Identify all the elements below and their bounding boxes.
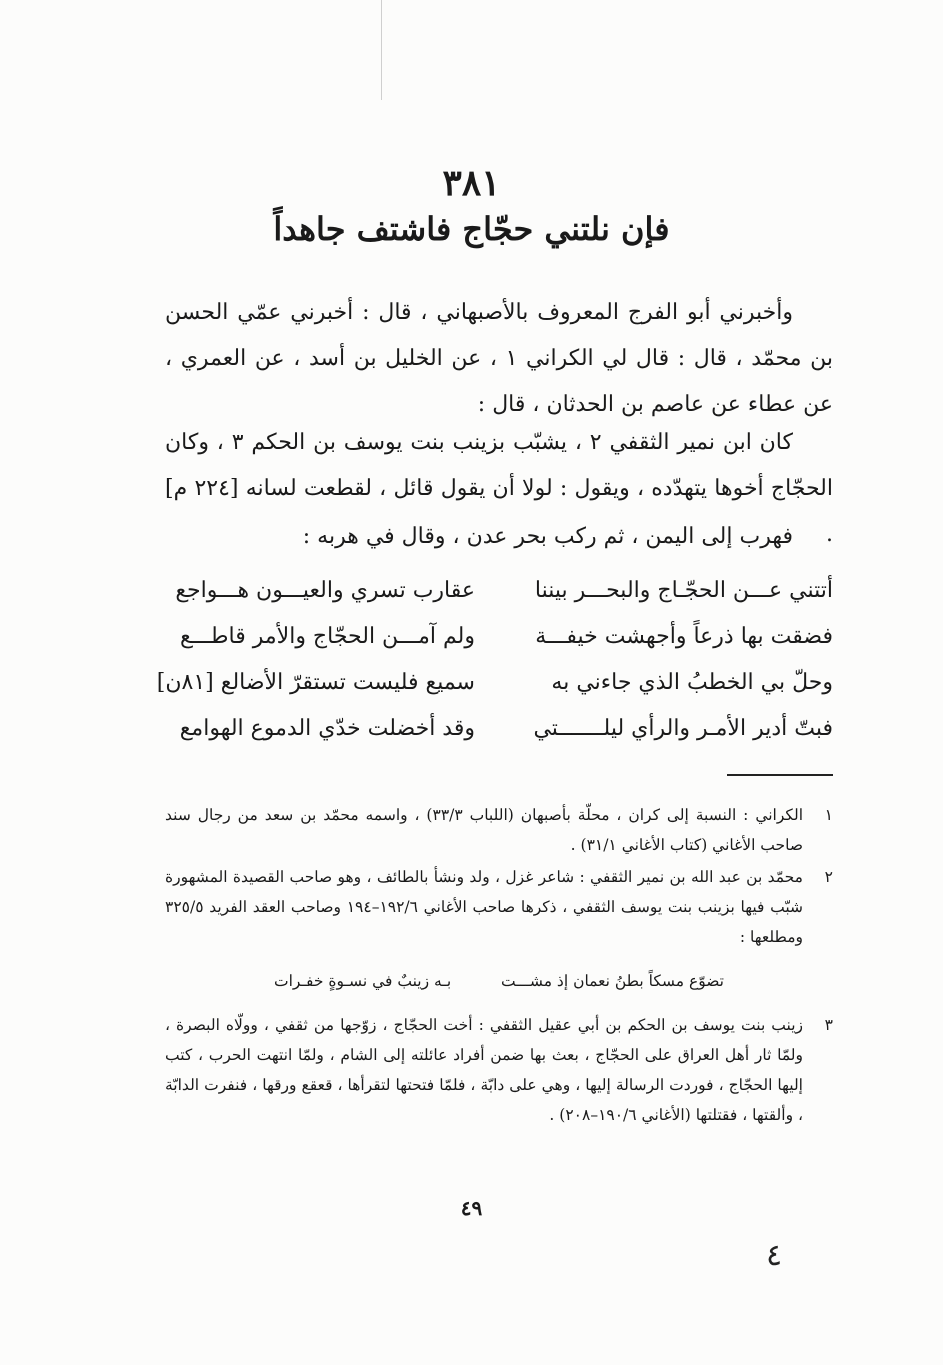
paragraph-isnad [165, 290, 833, 428]
verse-second-hemistich: وقد أخضلت خدّي الدموع الهوامع [179, 716, 475, 741]
paragraph-text: فهرب إلى اليمن ، ثم ركب بحر عدن ، وقال في هربه : [302, 524, 793, 549]
footnote-number: ١ [824, 806, 833, 824]
paragraph-flight [165, 514, 833, 560]
paragraph-text: كان ابن نمير الثقفي ٢ ، يشبّب بزينب بنت يوسف بن الحكم ٣ ، وكان الحجّاج أخوها يتهدّده ، ويقول : لولا أن يقول قائل ، لقطعت لسانه [٢٢٤ م] . [165, 430, 833, 547]
verse-second-hemistich: ولم آمـــن الحجّاج والأمر قاطـــع [179, 624, 475, 649]
handwritten-mark: ٤ [766, 1238, 783, 1273]
poem [156, 568, 833, 752]
footnotes [165, 800, 833, 1132]
verse-first-hemistich: وحلّ بي الخطبُ الذي جاءني به [551, 670, 833, 695]
footnote-text: محمّد بن عبد الله بن نمير الثقفي : شاعر غزل ، ولد ونشأ بالطائف ، وهو صاحب القصيدة المشهورة شبّب فيها بزينب بنت يوسف الثقفي ، ذكرها صاحب الأغاني ١٩٢/٦–١٩٤ وصاحب العقد الفريد ٣٢٥/٥ ومطلعها : [165, 868, 803, 946]
page-number: ٤٩ [460, 1196, 483, 1220]
verse-second-hemistich: سميع فليست تستقرّ الأضالع [٨١ن] [156, 670, 475, 695]
footnote-number: ٢ [824, 868, 833, 886]
footnote-number: ٣ [824, 1016, 833, 1034]
footnote-verse-first: تضوّع مسكاً بطنُ نعمان إذ مشـــت [501, 972, 724, 990]
entry-title: فإن نلتني حجّاج فاشتف جاهداً [273, 210, 670, 248]
footnote [165, 862, 833, 952]
verse-first-hemistich: أتتني عـــن الحجّـاج والبحـــر بيننا [534, 578, 833, 603]
footnote-text: الكراني : النسبة إلى كران ، محلّة بأصبهان (اللباب ٣٣/٣) ، واسمه محمّد بن سعد من رجال سند صاحب الأغاني (كتاب الأغاني ٣١/١) . [165, 806, 803, 854]
verse-first-hemistich: فبتّ أدير الأمـر والرأي ليلـــــــتي [533, 716, 833, 741]
verse-first-hemistich: فضقت بها ذرعاً وأجهشت خيفـــة [535, 624, 833, 649]
fold-line [381, 0, 382, 100]
footnote [165, 800, 833, 860]
entry-number: ٣٨١ [442, 162, 501, 204]
poem-verse [165, 706, 833, 752]
poem-verse [165, 568, 833, 614]
footnote-separator [727, 774, 833, 776]
poem-verse [156, 660, 833, 706]
footnote-verse-second: بـه زينبٌ في نسـوةٍ خفـرات [274, 972, 452, 990]
footnote-verse [165, 966, 833, 996]
footnote [165, 1010, 833, 1130]
verse-second-hemistich: عقارب تسري والعيـــون هـــواجع [175, 578, 475, 603]
paragraph-text: وأخبرني أبو الفرج المعروف بالأصبهاني ، قال : أخبرني عمّي الحسن بن محمّد ، قال : قال لي الكراني ١ ، عن الخليل بن أسد ، عن العمري ، عن عطاء عن عاصم بن الحدثان ، قال : [165, 300, 833, 417]
footnote-text: زينب بنت يوسف بن الحكم بن أبي عقيل الثقفي : أخت الحجّاج ، زوّجها من ثقفي ، وولّاه البصرة ، ولمّا ثار أهل العراق على الحجّاج ، بعث بها ضمن أفراد عائلته إلى الشام ، ولمّا انتهت الحرب ، كتب إليها الحجّاج ، فوردت الرسالة إليها ، وهي على دابّة ، فلمّا فتحتها لتقرأها ، قعقع ورقها ، فنفرت الدابّة ، وألقتها ، فقتلتها (الأغاني ١٩٠/٦–٢٠٨) . [165, 1016, 803, 1124]
poem-verse [165, 614, 833, 660]
